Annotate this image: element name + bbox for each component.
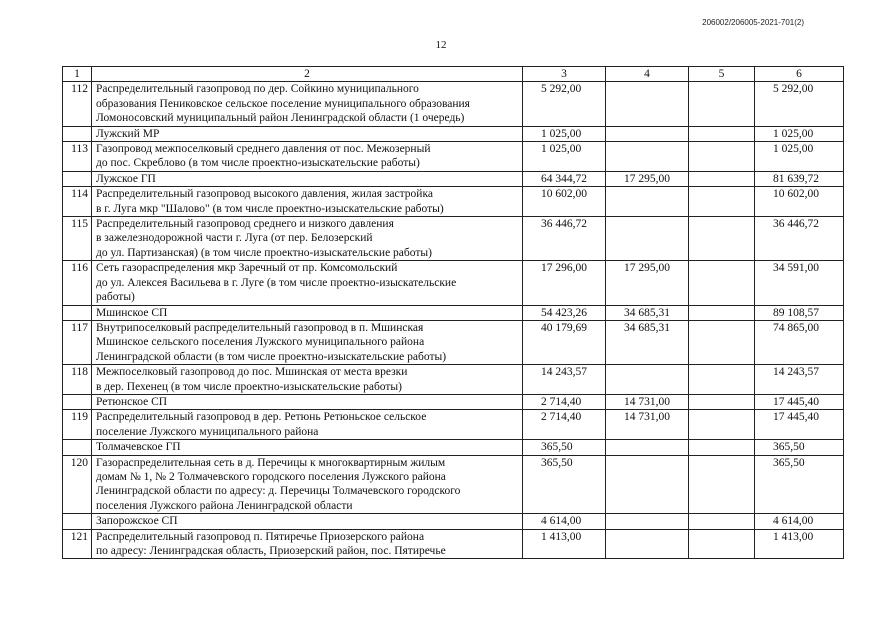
amount-col4-cell: 14 731,00: [606, 394, 689, 409]
amount-col5-cell: [689, 440, 755, 455]
amount-col6-cell: 1 025,00: [755, 142, 844, 172]
amount-col4-cell: [606, 187, 689, 217]
row-number-cell: 116: [63, 261, 92, 305]
amount-col5-cell: [689, 217, 755, 261]
row-number-cell: 121: [63, 529, 92, 559]
amount-col3-cell: 2 714,40: [523, 394, 606, 409]
amount-col6-cell: 1 413,00: [755, 529, 844, 559]
amount-col6-cell: 365,50: [755, 440, 844, 455]
amount-col3-cell: 14 243,57: [523, 365, 606, 395]
amount-col3-cell: 1 025,00: [523, 126, 606, 141]
column-header: 1: [63, 67, 92, 82]
row-number-cell: 114: [63, 187, 92, 217]
amount-col4-cell: [606, 217, 689, 261]
amount-col4-cell: [606, 126, 689, 141]
row-number-cell: [63, 171, 92, 186]
amount-col5-cell: [689, 365, 755, 395]
amount-col3-cell: 365,50: [523, 455, 606, 514]
amount-col3-cell: 4 614,00: [523, 514, 606, 529]
amount-col5-cell: [689, 455, 755, 514]
amount-col5-cell: [689, 305, 755, 320]
amount-col5-cell: [689, 410, 755, 440]
column-header: 2: [92, 67, 523, 82]
amount-col5-cell: [689, 394, 755, 409]
description-cell: Распределительный газопровод по дер. Сойкино муниципального образования Пениковское сельское поселение муниципального образования Ломоносовский муниципальный район Ленинградской области (1 очередь): [92, 82, 523, 126]
row-number-cell: [63, 440, 92, 455]
amount-col6-cell: 89 108,57: [755, 305, 844, 320]
subtotal-row: [63, 171, 844, 186]
table-row: [63, 410, 844, 440]
amount-col4-cell: 14 731,00: [606, 410, 689, 440]
header-row: [63, 67, 844, 82]
description-cell: Лужский МР: [92, 126, 523, 141]
description-cell: Распределительный газопровод в дер. Ретюнь Ретюньское сельское поселение Лужского муниципального района: [92, 410, 523, 440]
amount-col6-cell: 4 614,00: [755, 514, 844, 529]
column-header: 3: [523, 67, 606, 82]
amount-col6-cell: 74 865,00: [755, 320, 844, 364]
amount-col3-cell: 10 602,00: [523, 187, 606, 217]
document-id: 206002/206005-2021-701(2): [702, 18, 804, 27]
amount-col5-cell: [689, 320, 755, 364]
table-row: [63, 529, 844, 559]
amount-col5-cell: [689, 514, 755, 529]
description-cell: Ретюнское СП: [92, 394, 523, 409]
amount-col6-cell: 10 602,00: [755, 187, 844, 217]
amount-col5-cell: [689, 529, 755, 559]
row-number-cell: [63, 305, 92, 320]
amount-col4-cell: [606, 529, 689, 559]
table-row: [63, 142, 844, 172]
description-cell: Запорожское СП: [92, 514, 523, 529]
amount-col4-cell: [606, 455, 689, 514]
amount-col3-cell: 17 296,00: [523, 261, 606, 305]
subtotal-row: [63, 394, 844, 409]
amount-col3-cell: 36 446,72: [523, 217, 606, 261]
amount-col4-cell: [606, 365, 689, 395]
amount-col3-cell: 54 423,26: [523, 305, 606, 320]
amount-col4-cell: [606, 514, 689, 529]
amount-col6-cell: 17 445,40: [755, 410, 844, 440]
amount-col5-cell: [689, 261, 755, 305]
column-header: 6: [755, 67, 844, 82]
amount-col3-cell: 365,50: [523, 440, 606, 455]
row-number-cell: 113: [63, 142, 92, 172]
row-number-cell: [63, 394, 92, 409]
amount-col3-cell: 1 413,00: [523, 529, 606, 559]
column-header: 5: [689, 67, 755, 82]
subtotal-row: [63, 305, 844, 320]
table-row: [63, 217, 844, 261]
amount-col3-cell: 1 025,00: [523, 142, 606, 172]
amount-col6-cell: 34 591,00: [755, 261, 844, 305]
amount-col4-cell: [606, 142, 689, 172]
column-header: 4: [606, 67, 689, 82]
table-row: [63, 187, 844, 217]
description-cell: Внутрипоселковый распределительный газопровод в п. Мшинская Мшинское сельского поселения Лужского муниципального района Ленинградской области (в том числе проектно-изыскательские работы): [92, 320, 523, 364]
table-row: [63, 320, 844, 364]
amount-col3-cell: 5 292,00: [523, 82, 606, 126]
amount-col5-cell: [689, 126, 755, 141]
table-row: [63, 82, 844, 126]
row-number-cell: [63, 126, 92, 141]
table-row: [63, 365, 844, 395]
amount-col4-cell: 17 295,00: [606, 261, 689, 305]
table-row: [63, 261, 844, 305]
amount-col4-cell: 17 295,00: [606, 171, 689, 186]
amount-col4-cell: 34 685,31: [606, 305, 689, 320]
description-cell: Толмачевское ГП: [92, 440, 523, 455]
amount-col6-cell: 81 639,72: [755, 171, 844, 186]
row-number-cell: 119: [63, 410, 92, 440]
budget-table: [62, 66, 844, 559]
table-row: [63, 455, 844, 514]
amount-col3-cell: 40 179,69: [523, 320, 606, 364]
description-cell: Газораспределительная сеть в д. Перечицы к многоквартирным жилым домам № 1, № 2 Толмачевского городского поселения Лужского района Ленинградской области по адресу: д. Перечицы Толмачевского городского поселения Лужского района Ленинградской области: [92, 455, 523, 514]
description-cell: Сеть газораспределения мкр Заречный от пр. Комсомольский до ул. Алексея Васильева в г. Луге (в том числе проектно-изыскательские работы): [92, 261, 523, 305]
amount-col4-cell: [606, 440, 689, 455]
amount-col3-cell: 64 344,72: [523, 171, 606, 186]
description-cell: Распределительный газопровод среднего и низкого давления в зажелезнодорожной части г. Луга (от пер. Белозерский до ул. Партизанская) (в том числе проектно-изыскательские работы): [92, 217, 523, 261]
amount-col4-cell: [606, 82, 689, 126]
amount-col6-cell: 1 025,00: [755, 126, 844, 141]
row-number-cell: [63, 514, 92, 529]
row-number-cell: 117: [63, 320, 92, 364]
description-cell: Газопровод межпоселковый среднего давления от пос. Межозерный до пос. Скреблово (в том числе проектно-изыскательские работы): [92, 142, 523, 172]
description-cell: Распределительный газопровод п. Пятиречье Приозерского района по адресу: Ленинградская область, Приозерский район, пос. Пятиречье: [92, 529, 523, 559]
description-cell: Межпоселковый газопровод до пос. Мшинская от места врезки в дер. Пехенец (в том числе проектно-изыскательские работы): [92, 365, 523, 395]
row-number-cell: 120: [63, 455, 92, 514]
amount-col5-cell: [689, 187, 755, 217]
amount-col5-cell: [689, 142, 755, 172]
amount-col4-cell: 34 685,31: [606, 320, 689, 364]
amount-col5-cell: [689, 171, 755, 186]
page-number: 12: [435, 39, 447, 51]
subtotal-row: [63, 440, 844, 455]
subtotal-row: [63, 126, 844, 141]
amount-col6-cell: 5 292,00: [755, 82, 844, 126]
amount-col6-cell: 14 243,57: [755, 365, 844, 395]
description-cell: Мшинское СП: [92, 305, 523, 320]
amount-col6-cell: 365,50: [755, 455, 844, 514]
subtotal-row: [63, 514, 844, 529]
row-number-cell: 112: [63, 82, 92, 126]
amount-col3-cell: 2 714,40: [523, 410, 606, 440]
amount-col5-cell: [689, 82, 755, 126]
description-cell: Лужское ГП: [92, 171, 523, 186]
description-cell: Распределительный газопровод высокого давления, жилая застройка в г. Луга мкр "Шалово" (в том числе проектно-изыскательские работы): [92, 187, 523, 217]
row-number-cell: 118: [63, 365, 92, 395]
amount-col6-cell: 36 446,72: [755, 217, 844, 261]
row-number-cell: 115: [63, 217, 92, 261]
amount-col6-cell: 17 445,40: [755, 394, 844, 409]
